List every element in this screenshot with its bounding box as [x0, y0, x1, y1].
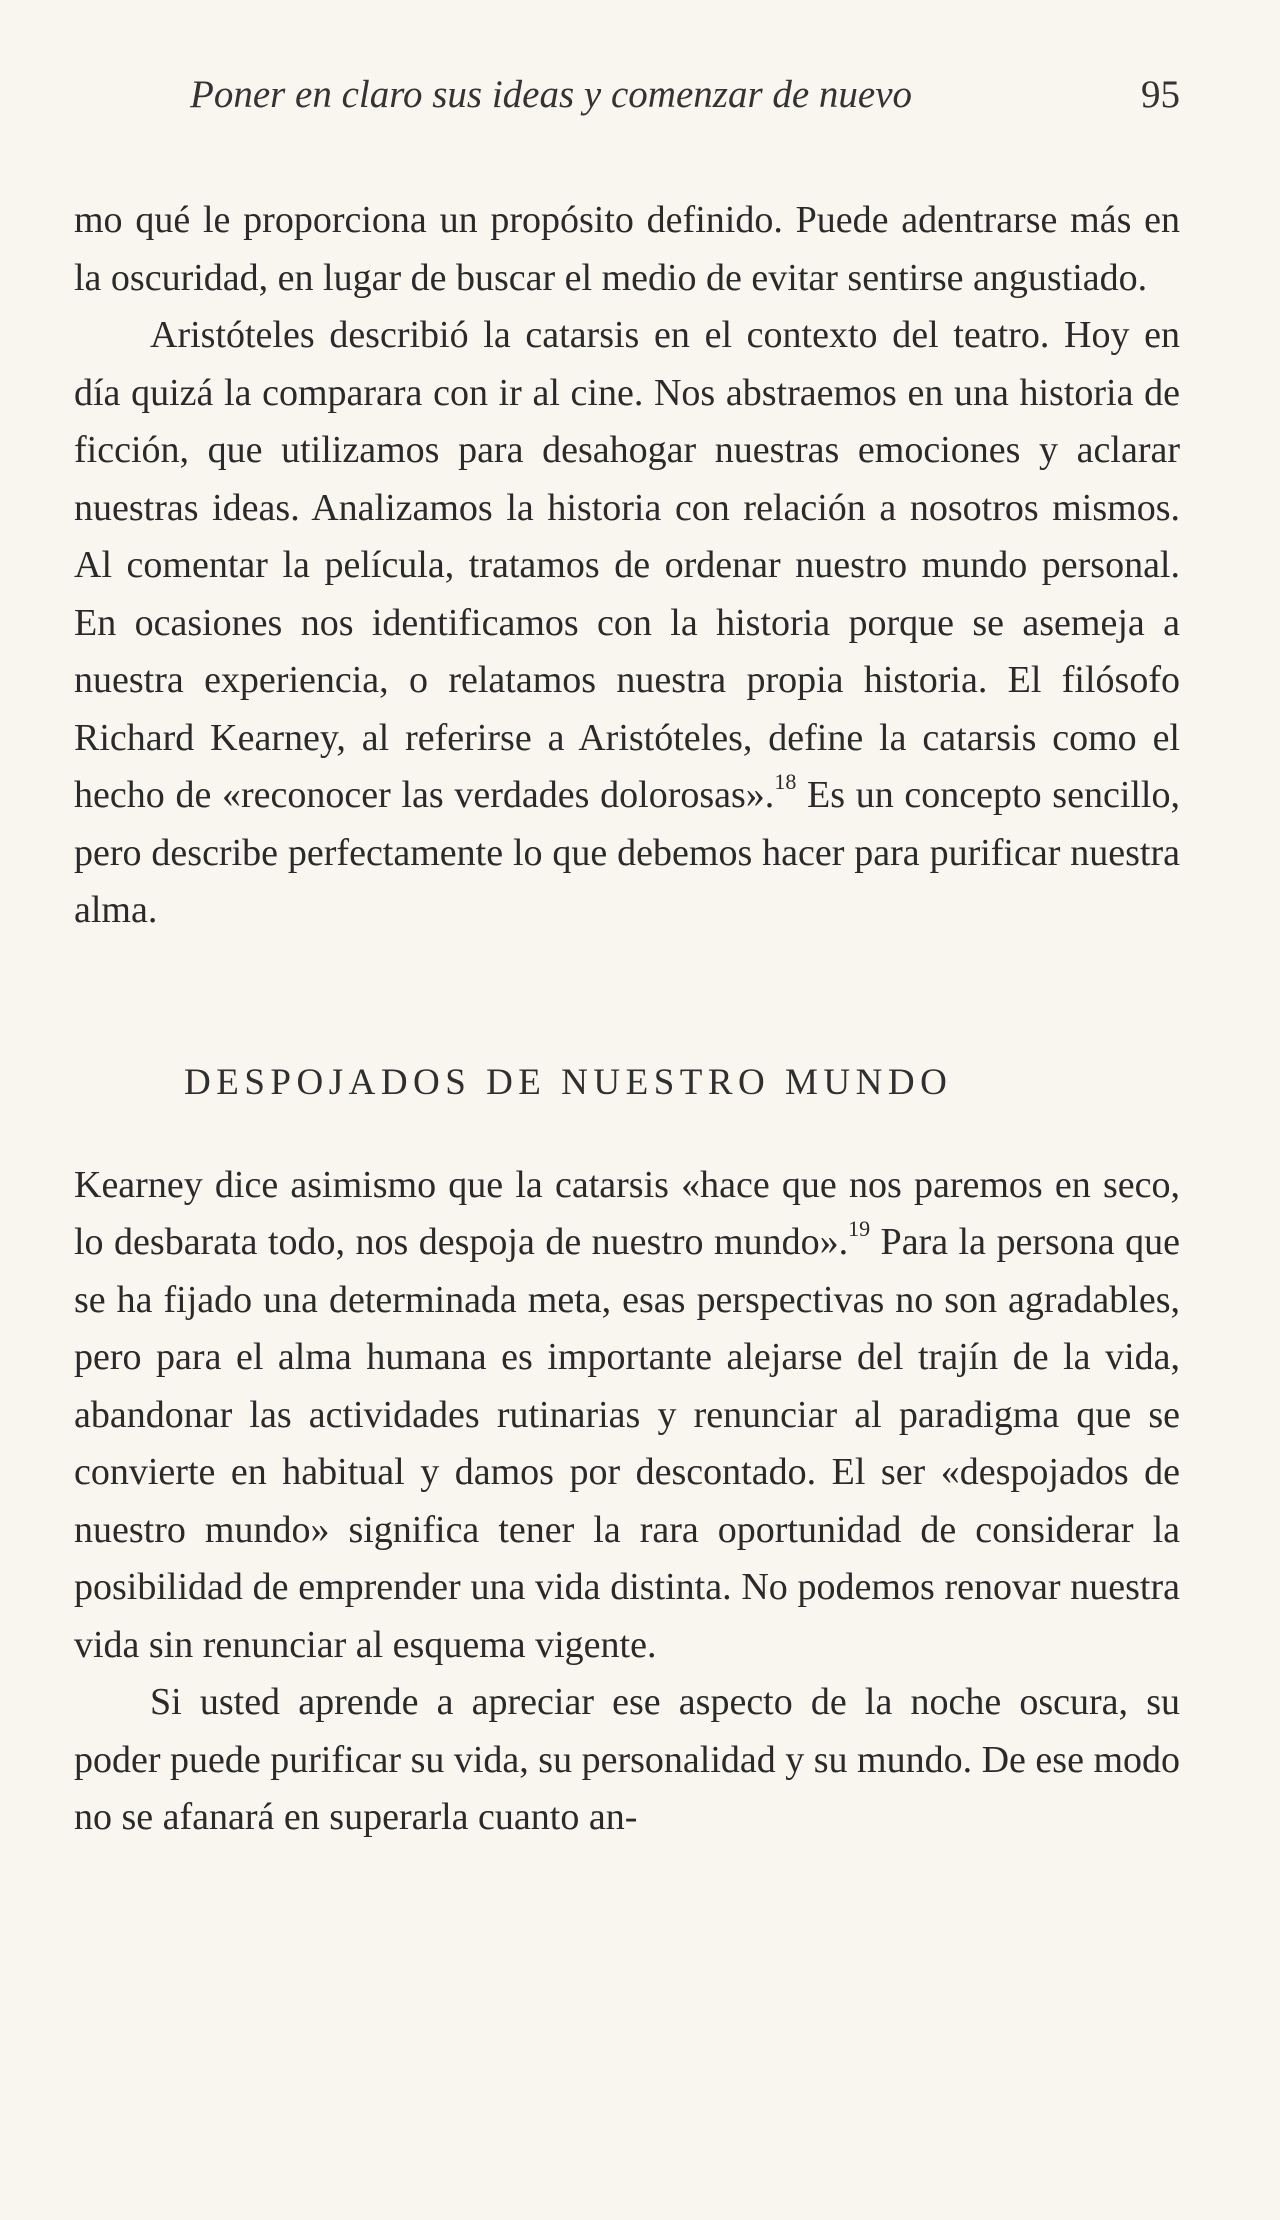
paragraph-3	[74, 1157, 1180, 1675]
section-heading: DESPOJADOS DE NUESTRO MUNDO	[184, 1061, 953, 1103]
paragraph-2	[74, 307, 1180, 940]
paragraph-4-text: Si usted aprende a apreciar ese aspecto de la noche oscura, su poder puede purificar su vida, su personalidad y su mundo. De ese modo no se afanará en superarla cuanto an-	[74, 1681, 1180, 1838]
paragraph-1-text: mo qué le proporciona un propósito definido. Puede adentrarse más en la oscuridad, en lugar de buscar el medio de evitar sentirse angustiado.	[74, 199, 1180, 299]
running-title: Poner en claro sus ideas y comenzar de nuevo	[190, 73, 913, 116]
paragraph-1	[74, 192, 1180, 307]
running-head	[190, 72, 1180, 132]
paragraph-2-text-after-note: Es un concepto sencillo, pero describe perfectamente lo que debemos hacer para purificar nuestra alma.	[74, 774, 1180, 931]
paragraph-2-text-before-note: Aristóteles describió la catarsis en el contexto del teatro. Hoy en día quizá la comparara con ir al cine. Nos abstraemos en una historia de ficción, que utilizamos para desahogar nuestras emociones y aclarar nuestras ideas. Analizamos la historia con relación a nosotros mismos. Al comentar la película, tratamos de ordenar nuestro mundo personal. En ocasiones nos identificamos con la historia porque se asemeja a nuestra experiencia, o relatamos nuestra propia historia. El filósofo Richard Kearney, al referirse a Aristóteles, define la catarsis como el hecho de «reconocer las verdades dolorosas».	[74, 314, 1180, 816]
page-number: 95	[1141, 73, 1180, 116]
body-text	[74, 192, 1180, 1847]
paragraph-4	[74, 1674, 1180, 1847]
footnote-reference-19: 19	[848, 1216, 871, 1241]
footnote-reference-18: 18	[774, 769, 797, 794]
paragraph-3-text-after-note: Para la persona que se ha fijado una determinada meta, esas perspectivas no son agradables, pero para el alma humana es importante alejarse del trajín de la vida, abandonar las actividades rutinarias y renunciar al paradigma que se convierte en habitual y damos por descontado. El ser «despojados de nuestro mundo» significa tener la rara oportunidad de considerar la posibilidad de emprender una vida distinta. No podemos renovar nuestra vida sin renunciar al esquema vigente.	[74, 1221, 1180, 1666]
paragraph-3-text-before-note: Kearney dice asimismo que la catarsis «hace que nos paremos en seco, lo desbarata todo, nos despoja de nuestro mundo».	[74, 1163, 1180, 1263]
